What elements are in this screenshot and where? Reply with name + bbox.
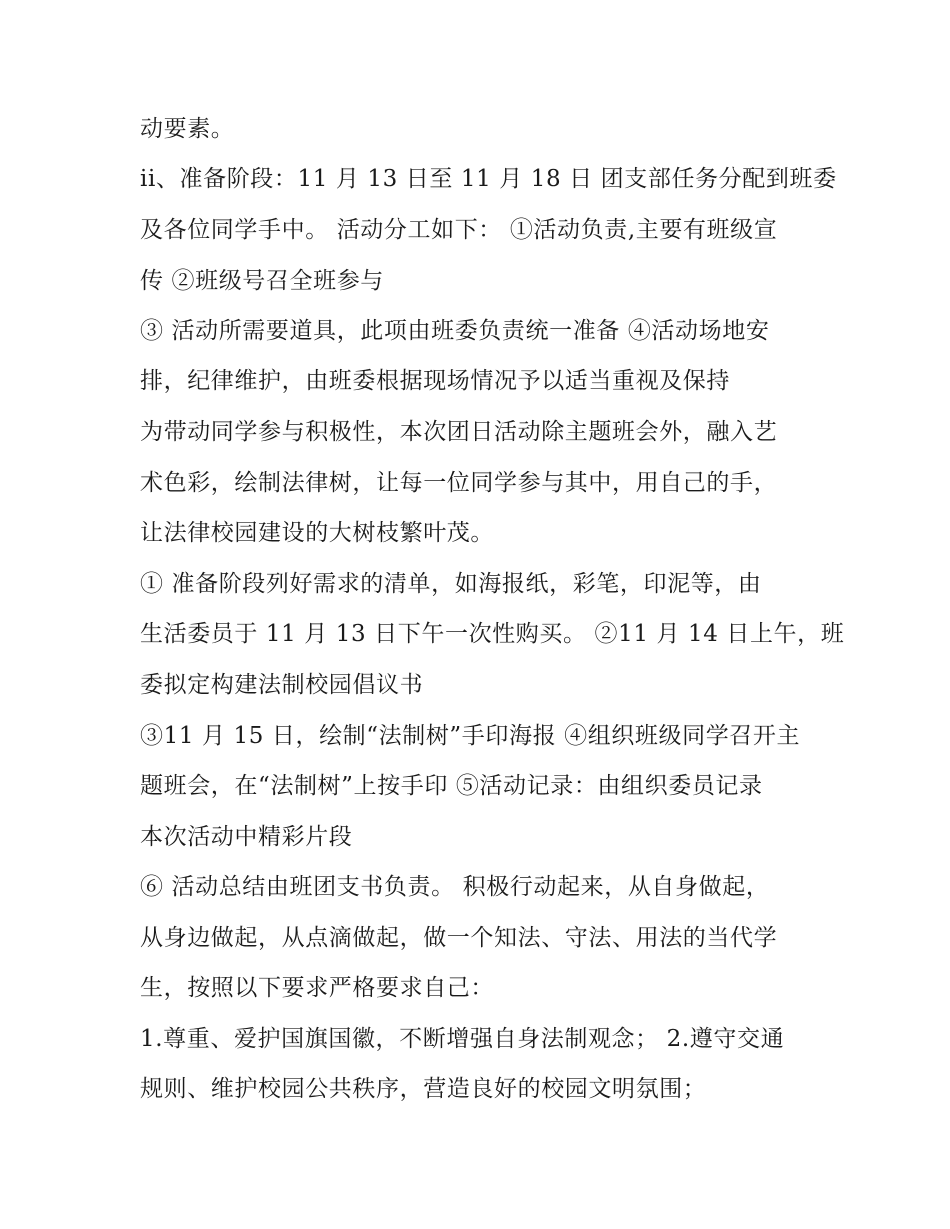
text-line: ⑥ 活动总结由班团支书负责。 积极行动起来，从自身做起， — [140, 874, 770, 900]
text-line: 为带动同学参与积极性，本次团日活动除主题班会外，融入艺 — [140, 419, 778, 445]
text-line: 1.尊重、爱护国旗国徽，不断增强自身法制观念； 2.遵守交通 — [140, 1026, 785, 1052]
text-line: ii、准备阶段：11 月 13 日至 11 月 18 日 团支部任务分配到班委 — [140, 166, 837, 192]
text-line: ③ 活动所需要道具，此项由班委负责统一准备 ④活动场地安 — [140, 318, 770, 344]
text-line: 本次活动中精彩片段 — [140, 824, 353, 850]
text-line: 及各位同学手中。 活动分工如下： ①活动负责,主要有班级宣 — [140, 217, 778, 243]
text-line: 委拟定构建法制校园倡议书 — [140, 672, 424, 698]
text-line: 规则、维护校园公共秩序，营造良好的校园文明氛围； — [140, 1076, 707, 1102]
text-line: ① 准备阶段列好需求的清单，如海报纸，彩笔，印泥等，由 — [140, 571, 762, 597]
text-line: 传 ②班级号召全班参与 — [140, 268, 384, 294]
text-line: 生，按照以下要求严格要求自己： — [140, 975, 494, 1001]
text-line: 生活委员于 11 月 13 日下午一次性购买。 ②11 月 14 日上午，班 — [140, 621, 845, 647]
text-line: 题班会，在“法制树”上按手印 ⑤活动记录：由组织委员记录 — [140, 773, 763, 799]
text-line: 让法律校园建设的大树枝繁叶茂。 — [140, 520, 494, 546]
text-line: 术色彩，绘制法律树，让每一位同学参与其中，用自己的手， — [140, 470, 778, 496]
text-line: 动要素。 — [140, 116, 235, 142]
text-line: 排，纪律维护，由班委根据现场情况予以适当重视及保持 — [140, 368, 730, 394]
text-line: 从身边做起，从点滴做起，做一个知法、守法、用法的当代学 — [140, 925, 778, 951]
text-line: ③11 月 15 日，绘制“法制树”手印海报 ④组织班级同学召开主 — [140, 723, 801, 749]
